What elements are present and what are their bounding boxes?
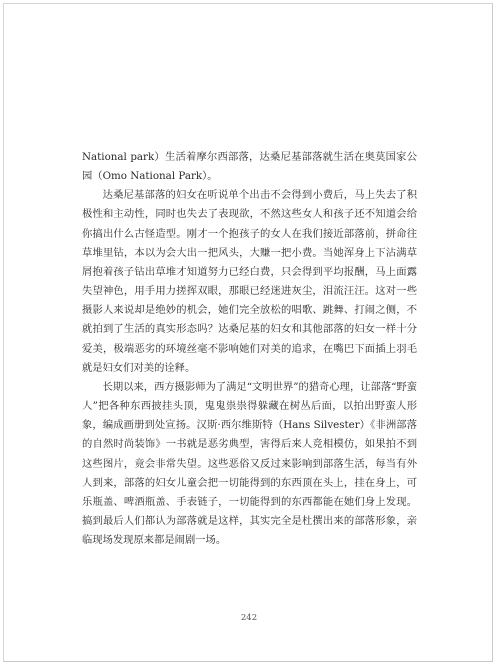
paragraph: 长期以来，西方摄影师为了满足“文明世界”的猎奇心理，让部落“野蛮人”把各种东西披挂头顶，鬼鬼祟祟得躲藏在树丛后面，以拍出野蛮人形象，编成画册到处宣扬。汉斯·西尔维斯特（Hans Silvester）《非洲部落的自然时尚装饰》一书就是恶劣典型，害得后来人竞相模仿，如果拍不到这些图片，竟会非常失望。这些恶俗又反过来影响到部落生活，每当有外人到来，部落的妇女儿童会把一切能得到的东西顶在头上，挂在身上，可乐瓶盖、啤酒瓶盖、手表链子，一切能得到的东西都能在她们身上发现。搞到最后人们都认为部落就是这样，其实完全是杜撰出来的部落形象，亲临现场发现原来都是闹剧一场。 (82, 380, 417, 547)
document-text (82, 148, 417, 550)
page-number: 242 (240, 613, 258, 623)
paragraph: 达桑尼基部落的妇女在听说单个出击不会得到小费后，马上失去了积极性和主动性，同时也失去了表现欲，不然这些女人和孩子还不知道会给你搞出什么古怪造型。刚才一个抱孩子的女人在我们接近部落前，拼命往草堆里钻，本以为会大出一把风头，大赚一把小费。当她浑身上下沾满草屑抱着孩子钻出草堆才知道努力已经白费，只会得到平均报酬，马上面露失望神色，用手用力搓挥双眼，那眼已经迷进灰尘，泪流汪汪。这对一些摄影人来说却是绝妙的机会，她们完全放松的唱歌、跳舞、打闹之侧，不就拍到了生活的真实形态吗？达桑尼基的妇女和其他部落的妇女一样十分爱美，极端恶劣的环境丝毫不影响她们对美的追求，在嘴巴下面插上羽毛就是妇女们对美的诠释。 (82, 189, 417, 374)
paragraph-continuation: National park）生活着摩尔西部落，达桑尼基部落就生活在奥莫国家公园（Omo National Park）。 (82, 151, 417, 183)
